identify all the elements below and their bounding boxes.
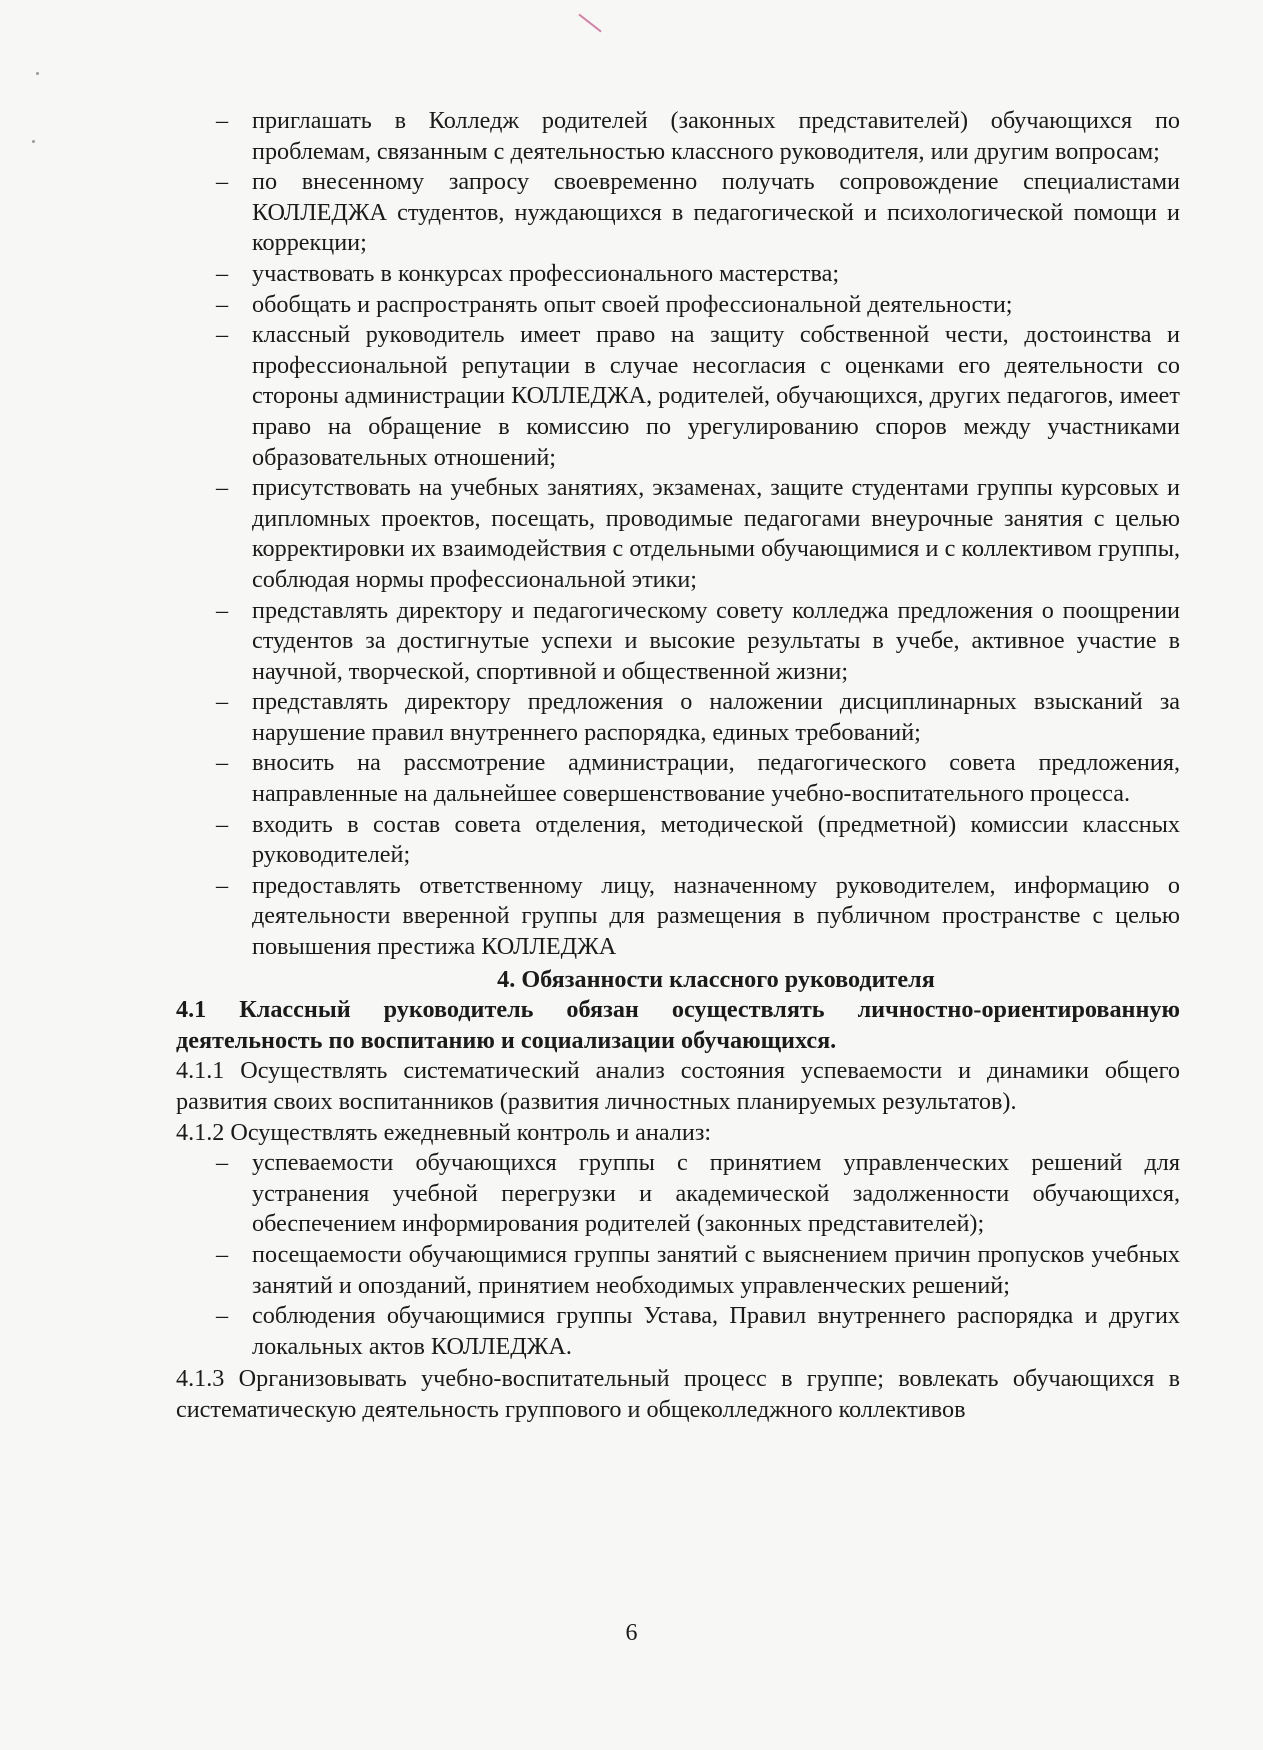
rights-list — [176, 106, 1180, 963]
clause-4-1-2: 4.1.2 Осуществлять ежедневный контроль и анализ: — [176, 1118, 712, 1146]
list-item: – представлять директору предложения о наложении дисциплинарных взысканий за нарушение правил внутреннего распорядка, единых требований; — [176, 687, 1180, 748]
document-page — [176, 106, 1180, 1426]
list-item: – предоставлять ответственному лицу, назначенному руководителем, информацию о деятельности вверенной группы для размещения в публичном пространстве с целью повышения престижа КОЛЛЕДЖА — [176, 871, 1180, 963]
list-item: – входить в состав совета отделения, методической (предметной) комиссии классных руководителей; — [176, 810, 1180, 871]
list-item: – по внесенному запросу своевременно получать сопровождение специалистами КОЛЛЕДЖА студентов, нуждающихся в педагогической и психологической помощи и коррекции; — [176, 167, 1180, 259]
list-item: – классный руководитель имеет право на защиту собственной чести, достоинства и профессиональной репутации в случае несогласия с оценками его деятельности со стороны администрации КОЛЛЕДЖА, родителей, обучающихся, других педагогов, имеет право на обращение в комиссию по урегулированию споров между участниками образовательных отношений; — [176, 320, 1180, 473]
section-heading: 4. Обязанности классного руководителя — [497, 965, 935, 993]
list-item: – приглашать в Колледж родителей (законных представителей) обучающихся по проблемам, связанным с деятельностью классного руководителя, или другим вопросам; — [176, 106, 1180, 167]
list-item: – соблюдения обучающимися группы Устава, Правил внутреннего распорядка и других локальных актов КОЛЛЕДЖА. — [176, 1301, 1180, 1362]
list-item: – успеваемости обучающихся группы с принятием управленческих решений для устранения учебной перегрузки и академической задолженности обучающихся, обеспечением информирования родителей (законных представителей); — [176, 1148, 1180, 1240]
section-intro: 4.1 Классный руководитель обязан осуществлять личностно-ориентированную деятельность по воспитанию и социализации обучающихся. — [176, 996, 1180, 1054]
page-number: 6 — [625, 1620, 638, 1646]
scan-speck — [36, 72, 39, 75]
scan-speck — [32, 140, 35, 143]
list-item: – посещаемости обучающимися группы занятий с выяснением причин пропусков учебных занятий и опозданий, принятием необходимых управленческих решений; — [176, 1240, 1180, 1301]
list-item: – обобщать и распространять опыт своей профессиональной деятельности; — [176, 290, 1180, 321]
clause-4-1-3: 4.1.3 Организовывать учебно-воспитательный процесс в группе; вовлекать обучающихся в систематическую деятельность группового и общеколледжного коллективов — [176, 1365, 1180, 1423]
control-list — [176, 1148, 1180, 1362]
clause-4-1-1: 4.1.1 Осуществлять систематический анализ состояния успеваемости и динамики общего развития своих воспитанников (развития личностных планируемых результатов). — [176, 1057, 1180, 1115]
scan-ink-mark — [578, 14, 601, 33]
list-item: – вносить на рассмотрение администрации, педагогического совета предложения, направленные на дальнейшее совершенствование учебно-воспитательного процесса. — [176, 748, 1180, 809]
list-item: – присутствовать на учебных занятиях, экзаменах, защите студентами группы курсовых и дипломных проектов, посещать, проводимые педагогами внеурочные занятия с целью корректировки их взаимодействия с отдельными обучающимися и с коллективом группы, соблюдая нормы профессиональной этики; — [176, 473, 1180, 595]
list-item: – представлять директору и педагогическому совету колледжа предложения о поощрении студентов за достигнутые успехи и высокие результаты в учебе, активное участие в научной, творческой, спортивной и общественной жизни; — [176, 596, 1180, 688]
list-item: – участвовать в конкурсах профессионального мастерства; — [176, 259, 1180, 290]
